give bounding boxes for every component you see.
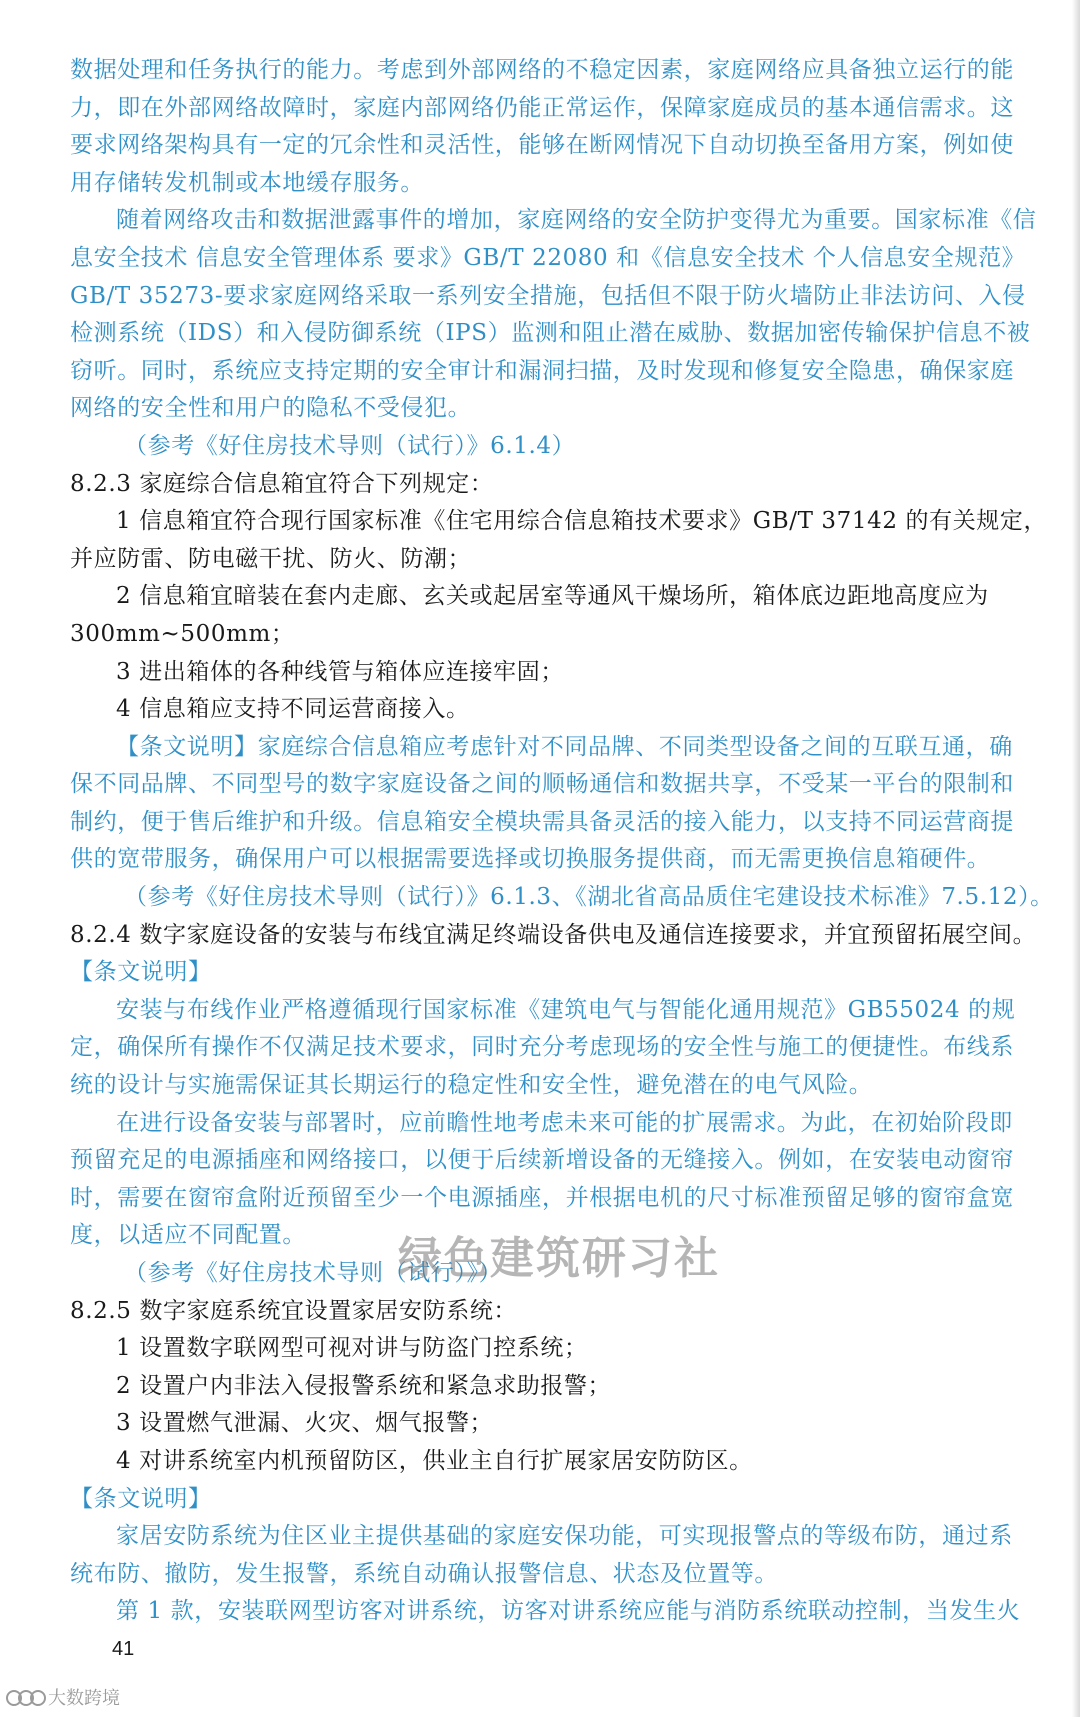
- text-line: 8.2.3 家庭综合信息箱宜符合下列规定：: [70, 470, 494, 497]
- text-line: GB/T 35273-要求家庭网络采取一系列安全措施，包括但不限于防火墙防止非法访问、入侵: [70, 282, 1026, 309]
- text-line: 2 信息箱宜暗装在套内走廊、玄关或起居室等通风干燥场所，箱体底边距地高度应为: [116, 583, 989, 610]
- text-line: 定，确保所有操作不仅满足技术要求，同时充分考虑现场的安全性与施工的便捷性。布线系: [70, 1034, 1014, 1061]
- page-number: 41: [112, 1638, 135, 1660]
- text-line: 1 设置数字联网型可视对讲与防盗门控系统；: [116, 1335, 588, 1362]
- text-line: 窃听。同时，系统应支持定期的安全审计和漏洞扫描，及时发现和修复安全隐患，确保家庭: [70, 357, 1014, 384]
- text-line: 在进行设备安装与部署时，应前瞻性地考虑未来可能的扩展需求。为此，在初始阶段即: [116, 1109, 1013, 1136]
- text-line: 息安全技术 信息安全管理体系 要求》GB/T 22080 和《信息安全技术 个人信息安全规范》: [70, 244, 1026, 271]
- text-line: 供的宽带服务，确保用户可以根据需要选择或切换服务提供商，而无需更换信息箱硬件。: [70, 846, 991, 873]
- text-line: 8.2.5 数字家庭系统宜设置家居安防系统：: [70, 1297, 518, 1324]
- text-line: 时，需要在窗帘盒附近预留至少一个电源插座，并根据电机的尺寸标准预留足够的窗帘盒宽: [70, 1184, 1014, 1211]
- text-line: 8.2.4 数字家庭设备的安装与布线宜满足终端设备供电及通信连接要求，并宜预留拓展空间。: [70, 921, 1037, 948]
- text-line: 保不同品牌、不同型号的数字家庭设备之间的顺畅通信和数据共享，不受某一平台的限制和: [70, 771, 1014, 798]
- text-line: 要求网络架构具有一定的冗余性和灵活性，能够在断网情况下自动切换至备用方案，例如使: [70, 132, 1014, 159]
- document-body: [70, 52, 1054, 1631]
- text-line: 预留充足的电源插座和网络接口，以便于后续新增设备的无缝接入。例如，在安装电动窗帘: [70, 1147, 1014, 1174]
- text-line: 检测系统（IDS）和入侵防御系统（IPS）监测和阻止潜在威胁、数据加密传输保护信息不被: [70, 320, 1031, 347]
- text-line: 统的设计与实施需保证其长期运行的稳定性和安全性，避免潜在的电气风险。: [70, 1072, 873, 1099]
- text-line: 家居安防系统为住区业主提供基础的家庭安保功能，可实现报警点的等级布防，通过系: [116, 1523, 1013, 1550]
- watermark: 绿色建筑研习社: [398, 1233, 720, 1284]
- footer-logo: [4, 1684, 120, 1710]
- text-line: 并应防雷、防电磁干扰、防火、防潮；: [70, 545, 472, 572]
- text-line: （参考《好住房技术导则（试行）》）: [124, 1260, 503, 1286]
- text-line: 统布防、撤防，发生报警，系统自动确认报警信息、状态及位置等。: [70, 1560, 778, 1587]
- text-line: 【条文说明】家庭综合信息箱应考虑针对不同品牌、不同类型设备之间的互联互通，确: [116, 733, 1013, 760]
- page-edge-shadow: [1072, 0, 1080, 1717]
- text-line: 安装与布线作业严格遵循现行国家标准《建筑电气与智能化通用规范》GB55024 的规: [116, 996, 1016, 1023]
- text-line: 网络的安全性和用户的隐私不受侵犯。: [70, 395, 472, 422]
- footer-logo-text: 大数跨境: [48, 1688, 120, 1709]
- text-line: 【条文说明】: [70, 1485, 212, 1512]
- text-line: 1 信息箱宜符合现行国家标准《住宅用综合信息箱技术要求》GB/T 37142 的有关规定，: [116, 508, 1048, 535]
- text-line: 制约，便于售后维护和升级。信息箱安全模块需具备灵活的接入能力，以支持不同运营商提: [70, 808, 1014, 835]
- text-line: 4 信息箱应支持不同运营商接入。: [116, 696, 470, 723]
- text-line: 随着网络攻击和数据泄露事件的增加，家庭网络的安全防护变得尤为重要。国家标准《信: [116, 207, 1037, 234]
- text-line: 力，即在外部网络故障时，家庭内部网络仍能正常运作，保障家庭成员的基本通信需求。这: [70, 94, 1014, 121]
- text-line: 第 1 款，安装联网型访客对讲系统，访客对讲系统应能与消防系统联动控制，当发生火: [116, 1598, 1021, 1625]
- logo-icon: [4, 1686, 44, 1708]
- text-line: 用存储转发机制或本地缓存服务。: [70, 169, 424, 196]
- text-line: 3 进出箱体的各种线管与箱体应连接牢固；: [116, 658, 564, 685]
- text-line: 3 设置燃气泄漏、火灾、烟气报警；: [116, 1410, 494, 1437]
- text-line: 300mm~500mm；: [70, 620, 295, 647]
- text-line: （参考《好住房技术导则（试行）》6.1.3、《湖北省高品质住宅建设技术标准》7.5.12）。: [124, 884, 1054, 911]
- text-line: 数据处理和任务执行的能力。考虑到外部网络的不稳定因素，家庭网络应具备独立运行的能: [70, 57, 1014, 83]
- text-line: 度，以适应不同配置。: [70, 1222, 306, 1249]
- text-line: （参考《好住房技术导则（试行）》6.1.4）: [124, 432, 576, 459]
- text-line: 2 设置户内非法入侵报警系统和紧急求助报警；: [116, 1372, 612, 1399]
- text-line: 【条文说明】: [70, 959, 212, 986]
- text-line: 4 对讲系统室内机预留防区，供业主自行扩展家居安防防区。: [116, 1447, 753, 1474]
